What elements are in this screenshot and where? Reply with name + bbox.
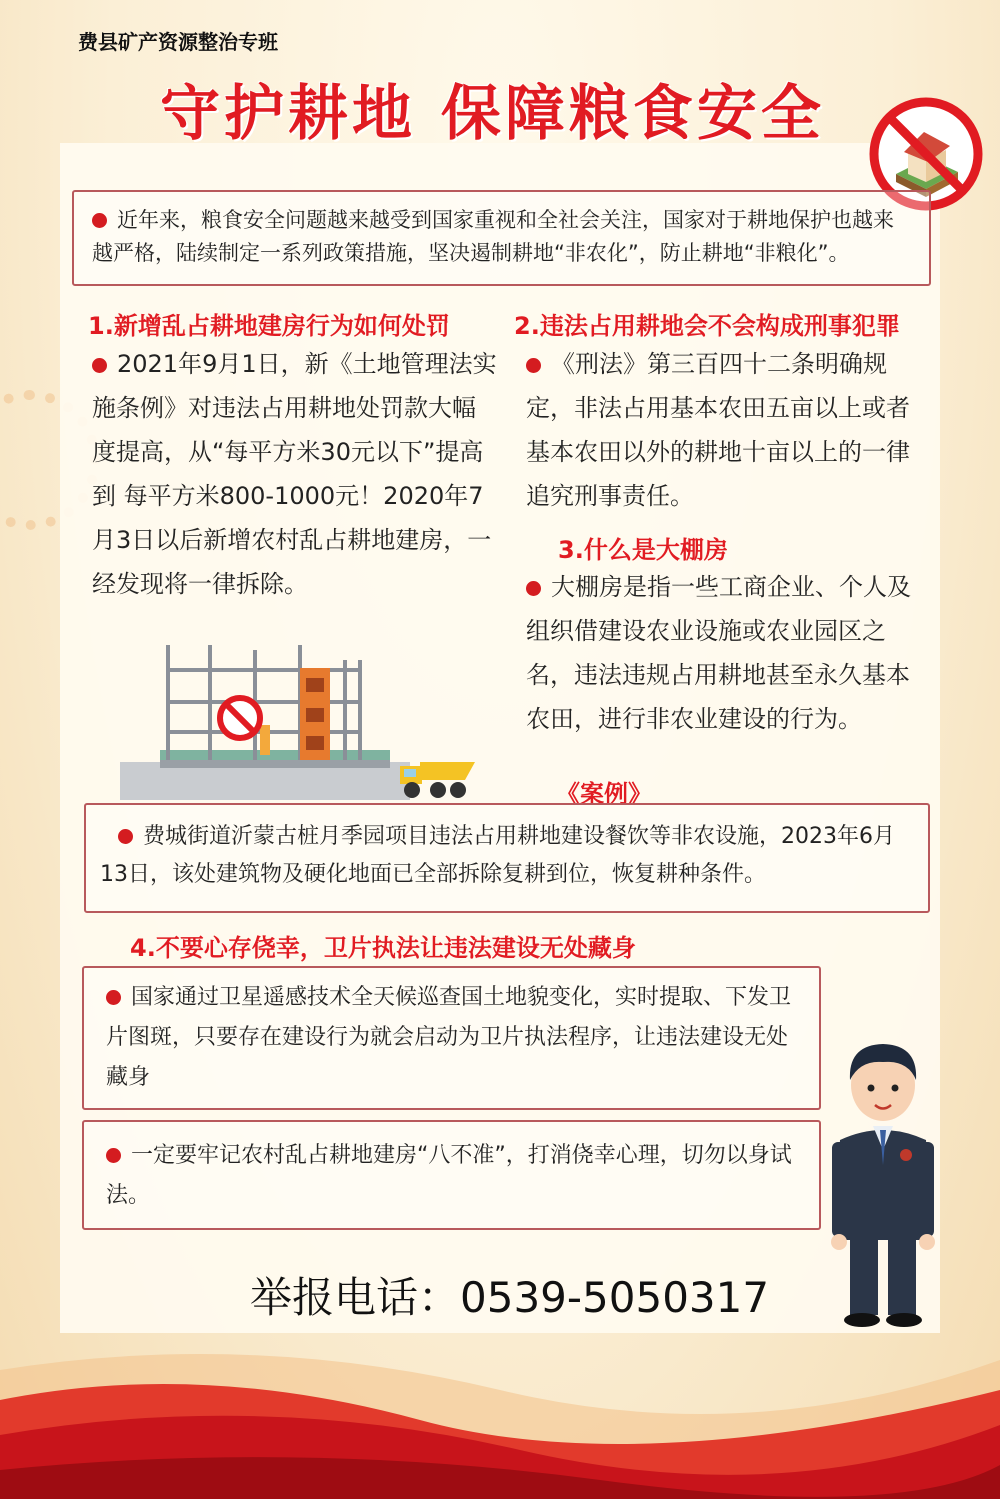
section2-paragraph xyxy=(526,342,921,518)
section4-box-2 xyxy=(82,1120,821,1230)
section1-text: 2021年9月1日，新《土地管理法实施条例》对违法占用耕地处罚款大幅度提高，从“每平方米30元以下”提高到 每平方米800-1000元！2020年7月3日以后新增农村乱占耕地建房，一经发现将一律拆除。 xyxy=(92,350,497,598)
bullet-dot-icon xyxy=(92,358,107,373)
bullet-dot-icon xyxy=(118,829,133,844)
section4-paragraph-2 xyxy=(84,1122,819,1216)
bullet-dot-icon xyxy=(526,581,541,596)
section4-heading: 4.不要心存侥幸，卫片执法让违法建设无处藏身 xyxy=(130,934,636,962)
police-officer-illustration xyxy=(818,1030,948,1330)
bullet-dot-icon xyxy=(92,213,107,228)
red-ribbon-footer xyxy=(0,1330,1000,1499)
no-sign-icon xyxy=(220,698,260,738)
section4-text1: 国家通过卫星遥感技术全天候巡查国土地貌变化，实时提取、下发卫片图斑，只要存在建设行为就会启动为卫片执法程序，让违法建设无处藏身 xyxy=(106,985,792,1090)
construction-scene xyxy=(120,640,480,805)
intro-paragraph xyxy=(74,192,929,270)
case-heading: 《案例》 xyxy=(556,780,652,808)
section4-text2: 一定要牢记农村乱占耕地建房“八不准”，打消侥幸心理，切勿以身试法。 xyxy=(106,1143,792,1208)
section2-text: 《刑法》第三百四十二条明确规定，非法占用基本农田五亩以上或者基本农田以外的耕地十亩以上的一律追究刑事责任。 xyxy=(526,350,910,510)
bullet-dot-icon xyxy=(106,1148,121,1163)
intro-box xyxy=(72,190,931,286)
page-title: 守护耕地 保障粮食安全 xyxy=(160,79,825,149)
report-hotline: 举报电话：0539-5050317 xyxy=(250,1273,770,1322)
case-text: 费城街道沂蒙古桩月季园项目违法占用耕地建设餐饮等非农设施，2023年6月13日，该处建筑物及硬化地面已全部拆除复耕到位，恢复耕种条件。 xyxy=(100,824,895,887)
intro-text: 近年来，粮食安全问题越来越受到国家重视和全社会关注，国家对于耕地保护也越来越严格，陆续制定一系列政策措施，坚决遏制耕地“非农化”，防止耕地“非粮化”。 xyxy=(92,208,894,265)
case-box xyxy=(84,803,930,913)
section3-heading: 3.什么是大棚房 xyxy=(558,536,728,564)
section4-box-1 xyxy=(82,966,821,1110)
bullet-dot-icon xyxy=(106,990,121,1005)
section4-paragraph-1 xyxy=(84,968,819,1098)
organization-name: 费县矿产资源整治专班 xyxy=(78,30,278,54)
section3-text: 大棚房是指一些工商企业、个人及组织借建设农业设施或农业园区之名，违法违规占用耕地甚至永久基本农田，进行非农业建设的行为。 xyxy=(526,573,911,733)
dump-truck-icon xyxy=(400,762,475,798)
section1-heading: 1.新增乱占耕地建房行为如何处罚 xyxy=(88,312,450,340)
case-paragraph xyxy=(86,805,928,894)
section3-paragraph xyxy=(526,565,921,741)
bullet-dot-icon xyxy=(526,358,541,373)
section2-heading: 2.违法占用耕地会不会构成刑事犯罪 xyxy=(514,312,900,340)
section1-paragraph xyxy=(92,342,497,606)
